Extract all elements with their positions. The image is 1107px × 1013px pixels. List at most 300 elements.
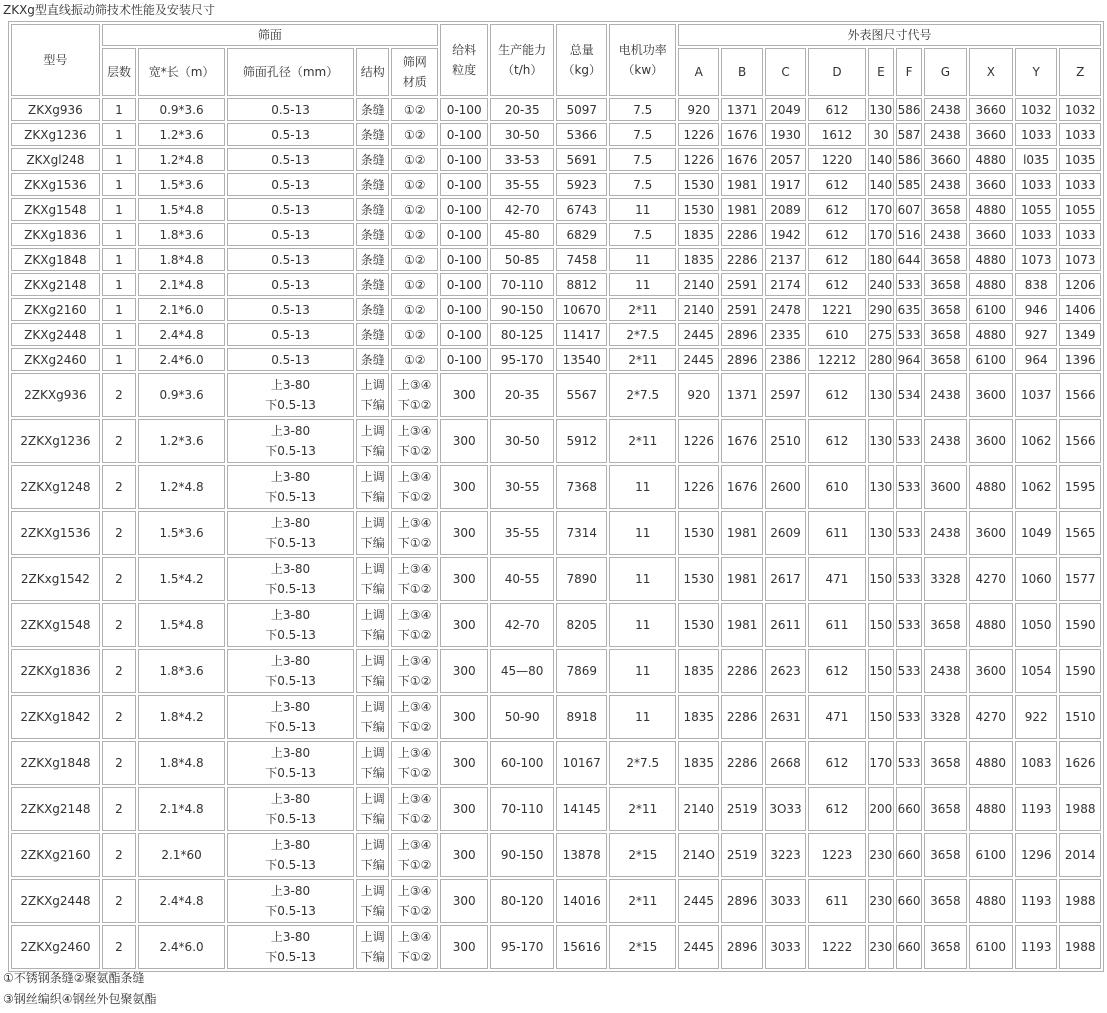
- aperture-cell-line2: 下0.5-13: [265, 536, 316, 550]
- dim-d-cell: 611: [808, 603, 866, 647]
- structure-cell-line1: 上调: [360, 792, 385, 806]
- dim-x-cell: 4270: [969, 557, 1013, 601]
- dim-y-cell: 1033: [1015, 123, 1057, 146]
- header-feed-line2: 粒度: [452, 63, 477, 77]
- dim-y-cell: 946: [1015, 298, 1057, 321]
- dim-x-cell: 3660: [969, 223, 1013, 246]
- dim-d-cell: 612: [808, 373, 866, 417]
- weight-cell: 5567: [556, 373, 607, 417]
- capacity-cell: 35-55: [490, 173, 554, 196]
- aperture-cell: 0.5-13: [227, 298, 354, 321]
- weight-cell: 13878: [556, 833, 607, 877]
- structure-cell-line2: 下编: [360, 812, 385, 826]
- dim-e-cell: 150: [868, 603, 894, 647]
- dim-e-cell: 200: [868, 787, 894, 831]
- capacity-cell: 30-55: [490, 465, 554, 509]
- header-power: [609, 24, 676, 96]
- dim-f-cell: 587: [896, 123, 922, 146]
- material-cell-line1: 上③④: [397, 838, 432, 852]
- dim-d-cell: 612: [808, 419, 866, 463]
- material-cell-line2: 下①②: [397, 720, 432, 734]
- structure-cell-line2: 下编: [360, 674, 385, 688]
- dim-g-cell: 3658: [924, 298, 966, 321]
- header-weight-line1: 总量: [569, 43, 594, 57]
- size-cell: 2.1*4.8: [138, 787, 225, 831]
- dim-z-cell: 1988: [1059, 925, 1101, 969]
- dim-a-cell: 214O: [678, 833, 719, 877]
- header-dim-c: C: [765, 48, 806, 96]
- dim-b-cell: 2591: [721, 298, 762, 321]
- feed-cell: 300: [440, 787, 488, 831]
- material-cell-line2: 下①②: [397, 766, 432, 780]
- power-cell: 2*7.5: [609, 373, 676, 417]
- dim-e-cell: 230: [868, 833, 894, 877]
- dim-z-cell: 1032: [1059, 98, 1101, 121]
- structure-cell: [356, 373, 389, 417]
- model-cell: ZKXg936: [11, 98, 100, 121]
- material-cell: [391, 603, 437, 647]
- power-cell: 2*7.5: [609, 323, 676, 346]
- size-cell: 2.4*6.0: [138, 348, 225, 371]
- aperture-cell: 0.5-13: [227, 123, 354, 146]
- material-cell-line2: 下①②: [397, 582, 432, 596]
- header-material-line2: 材质: [402, 75, 427, 89]
- power-cell: 11: [609, 511, 676, 555]
- dim-f-cell: 533: [896, 741, 922, 785]
- dim-x-cell: 3600: [969, 419, 1013, 463]
- dim-z-cell: 1033: [1059, 173, 1101, 196]
- capacity-cell: 42-70: [490, 198, 554, 221]
- dim-z-cell: 1590: [1059, 649, 1101, 693]
- dim-x-cell: 6100: [969, 298, 1013, 321]
- dim-a-cell: 2140: [678, 298, 719, 321]
- weight-cell: 7458: [556, 248, 607, 271]
- model-cell: 2ZKXg1236: [11, 419, 100, 463]
- dim-e-cell: 150: [868, 695, 894, 739]
- structure-cell: [356, 649, 389, 693]
- structure-cell-line2: 下编: [360, 720, 385, 734]
- structure-cell-line2: 下编: [360, 950, 385, 964]
- dim-b-cell: 1981: [721, 557, 762, 601]
- header-dim-g: G: [924, 48, 966, 96]
- aperture-cell: 0.5-13: [227, 198, 354, 221]
- capacity-cell: 80-125: [490, 323, 554, 346]
- aperture-cell: [227, 787, 354, 831]
- dim-d-cell: 1222: [808, 925, 866, 969]
- dim-d-cell: 612: [808, 198, 866, 221]
- dim-y-cell: 1033: [1015, 223, 1057, 246]
- table-row: [11, 173, 1101, 196]
- material-cell-line1: 上③④: [397, 470, 432, 484]
- aperture-cell-line2: 下0.5-13: [265, 444, 316, 458]
- dim-b-cell: 2896: [721, 879, 762, 923]
- capacity-cell: 80-120: [490, 879, 554, 923]
- weight-cell: 5366: [556, 123, 607, 146]
- material-cell: ①②: [391, 123, 437, 146]
- dim-z-cell: 1035: [1059, 148, 1101, 171]
- weight-cell: 5691: [556, 148, 607, 171]
- dim-b-cell: 2591: [721, 273, 762, 296]
- table-row: [11, 695, 1101, 739]
- structure-cell-line1: 上调: [360, 884, 385, 898]
- dim-b-cell: 2519: [721, 787, 762, 831]
- aperture-cell: [227, 373, 354, 417]
- table-row: [11, 223, 1101, 246]
- dim-d-cell: 612: [808, 98, 866, 121]
- dim-c-cell: 3033: [765, 925, 806, 969]
- size-cell: 2.1*4.8: [138, 273, 225, 296]
- dim-c-cell: 2057: [765, 148, 806, 171]
- material-cell: [391, 557, 437, 601]
- model-cell: 2ZKXg2460: [11, 925, 100, 969]
- dim-f-cell: 585: [896, 173, 922, 196]
- dim-g-cell: 3658: [924, 323, 966, 346]
- material-cell: [391, 879, 437, 923]
- dim-c-cell: 2137: [765, 248, 806, 271]
- size-cell: 1.2*3.6: [138, 123, 225, 146]
- dim-g-cell: 3658: [924, 248, 966, 271]
- dim-f-cell: 644: [896, 248, 922, 271]
- model-cell: 2ZKXg2160: [11, 833, 100, 877]
- size-cell: 1.8*4.8: [138, 741, 225, 785]
- table-row: [11, 511, 1101, 555]
- power-cell: 7.5: [609, 148, 676, 171]
- dim-y-cell: 1055: [1015, 198, 1057, 221]
- material-cell: [391, 649, 437, 693]
- dim-b-cell: 1981: [721, 173, 762, 196]
- dim-y-cell: l035: [1015, 148, 1057, 171]
- material-cell: ①②: [391, 148, 437, 171]
- dim-a-cell: 1530: [678, 173, 719, 196]
- power-cell: 7.5: [609, 98, 676, 121]
- dim-g-cell: 2438: [924, 419, 966, 463]
- layers-cell: 1: [102, 123, 136, 146]
- dim-g-cell: 2438: [924, 511, 966, 555]
- dim-e-cell: 240: [868, 273, 894, 296]
- header-structure: 结构: [356, 48, 389, 96]
- model-cell: 2ZKXg1842: [11, 695, 100, 739]
- dim-a-cell: 1226: [678, 148, 719, 171]
- structure-cell: 条缝: [356, 223, 389, 246]
- dim-x-cell: 3600: [969, 649, 1013, 693]
- dim-b-cell: 1981: [721, 511, 762, 555]
- material-cell-line1: 上③④: [397, 746, 432, 760]
- material-cell: [391, 787, 437, 831]
- header-dim-x: X: [969, 48, 1013, 96]
- structure-cell-line1: 上调: [360, 516, 385, 530]
- dim-c-cell: 1942: [765, 223, 806, 246]
- header-capacity: [490, 24, 554, 96]
- dim-e-cell: 230: [868, 879, 894, 923]
- dim-e-cell: 275: [868, 323, 894, 346]
- power-cell: 11: [609, 198, 676, 221]
- structure-cell-line1: 上调: [360, 700, 385, 714]
- header-dim-a: A: [678, 48, 719, 96]
- dim-y-cell: 1032: [1015, 98, 1057, 121]
- power-cell: 11: [609, 248, 676, 271]
- power-cell: 2*11: [609, 419, 676, 463]
- aperture-cell: 0.5-13: [227, 98, 354, 121]
- power-cell: 2*11: [609, 879, 676, 923]
- aperture-cell-line1: 上3-80: [270, 654, 311, 668]
- dim-c-cell: 2617: [765, 557, 806, 601]
- table-row: [11, 273, 1101, 296]
- aperture-cell: 0.5-13: [227, 348, 354, 371]
- power-cell: 11: [609, 557, 676, 601]
- dim-x-cell: 4880: [969, 603, 1013, 647]
- dim-x-cell: 3660: [969, 98, 1013, 121]
- material-cell-line1: 上③④: [397, 378, 432, 392]
- size-cell: 1.5*3.6: [138, 173, 225, 196]
- size-cell: 1.5*4.2: [138, 557, 225, 601]
- layers-cell: 2: [102, 649, 136, 693]
- dim-c-cell: 1930: [765, 123, 806, 146]
- dim-y-cell: 1083: [1015, 741, 1057, 785]
- feed-cell: 0-100: [440, 173, 488, 196]
- header-power-line2: （kw）: [622, 63, 664, 77]
- dim-f-cell: 607: [896, 198, 922, 221]
- aperture-cell-line2: 下0.5-13: [265, 766, 316, 780]
- dim-e-cell: 130: [868, 98, 894, 121]
- layers-cell: 2: [102, 373, 136, 417]
- dim-y-cell: 1073: [1015, 248, 1057, 271]
- model-cell: ZKXg2448: [11, 323, 100, 346]
- size-cell: 2.4*4.8: [138, 323, 225, 346]
- structure-cell-line1: 上调: [360, 654, 385, 668]
- dim-e-cell: 180: [868, 248, 894, 271]
- dim-b-cell: 2519: [721, 833, 762, 877]
- dim-x-cell: 3600: [969, 373, 1013, 417]
- dim-f-cell: 533: [896, 323, 922, 346]
- feed-cell: 300: [440, 879, 488, 923]
- weight-cell: 14145: [556, 787, 607, 831]
- dim-a-cell: 2140: [678, 787, 719, 831]
- dim-f-cell: 533: [896, 649, 922, 693]
- dim-c-cell: 3O33: [765, 787, 806, 831]
- feed-cell: 300: [440, 557, 488, 601]
- material-cell: ①②: [391, 273, 437, 296]
- dim-d-cell: 612: [808, 741, 866, 785]
- dim-f-cell: 635: [896, 298, 922, 321]
- structure-cell: [356, 511, 389, 555]
- structure-cell-line1: 上调: [360, 378, 385, 392]
- dim-c-cell: 2049: [765, 98, 806, 121]
- weight-cell: 7314: [556, 511, 607, 555]
- material-cell-line2: 下①②: [397, 858, 432, 872]
- power-cell: 11: [609, 695, 676, 739]
- structure-cell-line1: 上调: [360, 746, 385, 760]
- aperture-cell-line2: 下0.5-13: [265, 904, 316, 918]
- table-row: [11, 148, 1101, 171]
- capacity-cell: 35-55: [490, 511, 554, 555]
- header-capacity-line1: 生产能力: [498, 43, 547, 57]
- dim-b-cell: 1676: [721, 148, 762, 171]
- dim-y-cell: 1062: [1015, 419, 1057, 463]
- capacity-cell: 90-150: [490, 298, 554, 321]
- dim-x-cell: 4880: [969, 741, 1013, 785]
- dim-e-cell: 150: [868, 649, 894, 693]
- model-cell: ZKXg1548: [11, 198, 100, 221]
- structure-cell: [356, 603, 389, 647]
- structure-cell-line2: 下编: [360, 398, 385, 412]
- layers-cell: 2: [102, 833, 136, 877]
- table-row: [11, 348, 1101, 371]
- structure-cell-line1: 上调: [360, 470, 385, 484]
- feed-cell: 300: [440, 465, 488, 509]
- capacity-cell: 60-100: [490, 741, 554, 785]
- dim-b-cell: 1676: [721, 123, 762, 146]
- structure-cell-line2: 下编: [360, 490, 385, 504]
- dim-z-cell: 1565: [1059, 511, 1101, 555]
- header-size: 宽*长（m）: [138, 48, 225, 96]
- dim-g-cell: 2438: [924, 649, 966, 693]
- dim-e-cell: 170: [868, 223, 894, 246]
- weight-cell: 8918: [556, 695, 607, 739]
- dim-d-cell: 1612: [808, 123, 866, 146]
- layers-cell: 1: [102, 173, 136, 196]
- dim-b-cell: 2896: [721, 925, 762, 969]
- layers-cell: 1: [102, 323, 136, 346]
- weight-cell: 10670: [556, 298, 607, 321]
- aperture-cell-line2: 下0.5-13: [265, 720, 316, 734]
- dim-f-cell: 533: [896, 695, 922, 739]
- dim-f-cell: 660: [896, 925, 922, 969]
- table-row: [11, 787, 1101, 831]
- weight-cell: 8812: [556, 273, 607, 296]
- power-cell: 2*7.5: [609, 741, 676, 785]
- aperture-cell-line2: 下0.5-13: [265, 490, 316, 504]
- weight-cell: 6743: [556, 198, 607, 221]
- dim-g-cell: 2438: [924, 373, 966, 417]
- dim-c-cell: 2623: [765, 649, 806, 693]
- structure-cell: [356, 833, 389, 877]
- size-cell: 1.5*4.8: [138, 198, 225, 221]
- header-dim-b: B: [721, 48, 762, 96]
- material-cell: ①②: [391, 173, 437, 196]
- dim-x-cell: 6100: [969, 925, 1013, 969]
- dim-c-cell: 2174: [765, 273, 806, 296]
- material-cell: ①②: [391, 223, 437, 246]
- aperture-cell: [227, 833, 354, 877]
- size-cell: 1.8*3.6: [138, 223, 225, 246]
- structure-cell: [356, 557, 389, 601]
- table-row: [11, 741, 1101, 785]
- dim-b-cell: 2896: [721, 323, 762, 346]
- model-cell: 2ZKXg1836: [11, 649, 100, 693]
- material-cell-line2: 下①②: [397, 398, 432, 412]
- structure-cell: [356, 787, 389, 831]
- dim-g-cell: 3600: [924, 465, 966, 509]
- feed-cell: 0-100: [440, 198, 488, 221]
- aperture-cell-line1: 上3-80: [270, 424, 311, 438]
- aperture-cell-line1: 上3-80: [270, 838, 311, 852]
- structure-cell-line1: 上调: [360, 930, 385, 944]
- size-cell: 1.8*4.2: [138, 695, 225, 739]
- size-cell: 2.4*6.0: [138, 925, 225, 969]
- feed-cell: 0-100: [440, 98, 488, 121]
- weight-cell: 15616: [556, 925, 607, 969]
- capacity-cell: 90-150: [490, 833, 554, 877]
- dim-g-cell: 2438: [924, 223, 966, 246]
- dim-d-cell: 471: [808, 557, 866, 601]
- aperture-cell-line1: 上3-80: [270, 700, 311, 714]
- dim-g-cell: 3328: [924, 557, 966, 601]
- header-material: [391, 48, 437, 96]
- model-cell: ZKXg1536: [11, 173, 100, 196]
- feed-cell: 0-100: [440, 298, 488, 321]
- weight-cell: 6829: [556, 223, 607, 246]
- layers-cell: 2: [102, 603, 136, 647]
- header-dim-d: D: [808, 48, 866, 96]
- power-cell: 2*11: [609, 298, 676, 321]
- aperture-cell: [227, 511, 354, 555]
- structure-cell-line2: 下编: [360, 536, 385, 550]
- dim-b-cell: 2286: [721, 741, 762, 785]
- dim-c-cell: 2478: [765, 298, 806, 321]
- layers-cell: 2: [102, 419, 136, 463]
- dim-a-cell: 1835: [678, 695, 719, 739]
- dim-z-cell: 1055: [1059, 198, 1101, 221]
- structure-cell-line2: 下编: [360, 628, 385, 642]
- material-cell: [391, 695, 437, 739]
- feed-cell: 300: [440, 419, 488, 463]
- dim-y-cell: 1037: [1015, 373, 1057, 417]
- dim-d-cell: 1221: [808, 298, 866, 321]
- table-row: [11, 649, 1101, 693]
- layers-cell: 1: [102, 273, 136, 296]
- capacity-cell: 45—80: [490, 649, 554, 693]
- layers-cell: 2: [102, 511, 136, 555]
- capacity-cell: 45-80: [490, 223, 554, 246]
- aperture-cell-line1: 上3-80: [270, 884, 311, 898]
- dim-f-cell: 533: [896, 557, 922, 601]
- capacity-cell: 95-170: [490, 925, 554, 969]
- structure-cell-line1: 上调: [360, 424, 385, 438]
- header-dim-y: Y: [1015, 48, 1057, 96]
- dim-a-cell: 1226: [678, 419, 719, 463]
- structure-cell: 条缝: [356, 173, 389, 196]
- aperture-cell-line1: 上3-80: [270, 930, 311, 944]
- dim-c-cell: 2668: [765, 741, 806, 785]
- size-cell: 1.2*4.8: [138, 465, 225, 509]
- header-weight: [556, 24, 607, 96]
- table-row: [11, 925, 1101, 969]
- dim-b-cell: 2286: [721, 649, 762, 693]
- feed-cell: 300: [440, 373, 488, 417]
- dim-f-cell: 586: [896, 148, 922, 171]
- header-weight-line2: （kg）: [562, 63, 602, 77]
- material-cell: [391, 419, 437, 463]
- aperture-cell-line1: 上3-80: [270, 608, 311, 622]
- dim-e-cell: 130: [868, 511, 894, 555]
- aperture-cell: 0.5-13: [227, 148, 354, 171]
- structure-cell: [356, 465, 389, 509]
- dim-b-cell: 2286: [721, 695, 762, 739]
- dim-f-cell: 660: [896, 879, 922, 923]
- capacity-cell: 95-170: [490, 348, 554, 371]
- layers-cell: 2: [102, 557, 136, 601]
- dim-f-cell: 964: [896, 348, 922, 371]
- size-cell: 2.1*6.0: [138, 298, 225, 321]
- dim-f-cell: 533: [896, 603, 922, 647]
- material-cell-line1: 上③④: [397, 424, 432, 438]
- layers-cell: 1: [102, 348, 136, 371]
- table-title: ZKXg型直线振动筛技术性能及安装尺寸: [3, 3, 215, 17]
- dim-c-cell: 2597: [765, 373, 806, 417]
- legend-note-1: ①不锈钢条缝②聚氨酯条缝: [3, 971, 145, 985]
- feed-cell: 0-100: [440, 248, 488, 271]
- size-cell: 0.9*3.6: [138, 98, 225, 121]
